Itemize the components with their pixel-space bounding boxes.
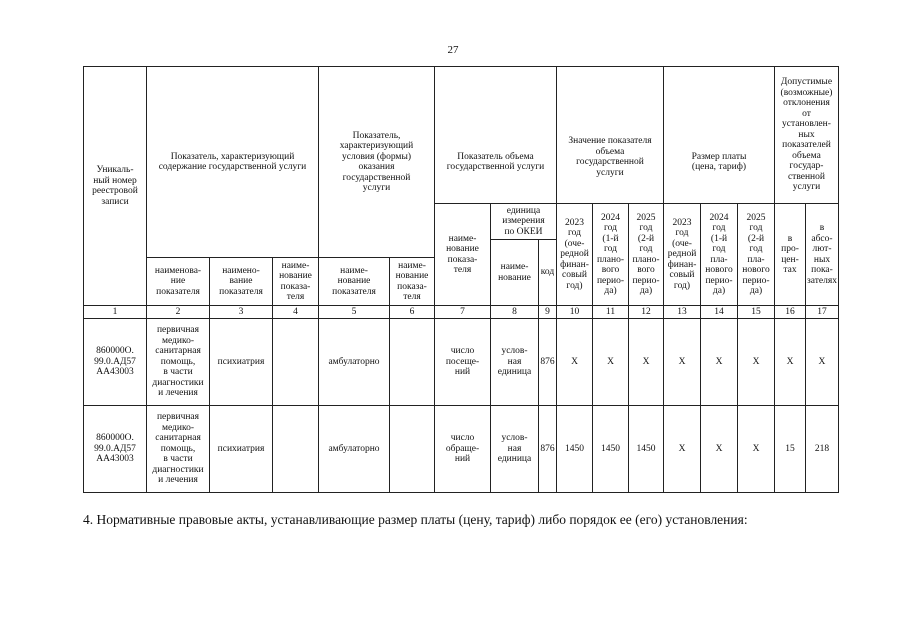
cell-fee-2023: Х <box>664 319 701 406</box>
cell-unit-code: 876 <box>539 406 557 493</box>
cell-fee-2023: Х <box>664 406 701 493</box>
cell-value-2023: 1450 <box>557 406 593 493</box>
cell-condition-2 <box>390 319 435 406</box>
column-number: 6 <box>390 306 435 319</box>
cell-deviation-absolute: Х <box>806 319 839 406</box>
header-content-name-2: наимено- вание показателя <box>210 258 273 306</box>
cell-fee-2025: Х <box>738 406 775 493</box>
header-content-name-1: наименова- ние показателя <box>147 258 210 306</box>
cell-deviation-absolute: 218 <box>806 406 839 493</box>
column-number: 12 <box>629 306 664 319</box>
column-number: 4 <box>273 306 319 319</box>
cell-value-2024: Х <box>593 319 629 406</box>
header-value-2024: 2024 год (1-й год плано- вого перио- да) <box>593 204 629 306</box>
cell-condition-1: амбулаторно <box>319 406 390 493</box>
column-number: 1 <box>84 306 147 319</box>
column-number: 14 <box>701 306 738 319</box>
header-okei-name: наиме- нование <box>491 240 539 306</box>
cell-content-2: психиатрия <box>210 406 273 493</box>
header-volume-indicator: Показатель объема государственной услуги <box>435 67 557 204</box>
table-row <box>84 406 839 493</box>
cell-registry-number: 860000О. 99.0.АД57 АА43003 <box>84 319 147 406</box>
header-okei-code: код <box>539 240 557 306</box>
cell-content-2: психиатрия <box>210 319 273 406</box>
column-number: 5 <box>319 306 390 319</box>
header-deviation-absolute: в абсо- лют- ных пока- зателях <box>806 204 839 306</box>
header-fee-amount: Размер платы (цена, тариф) <box>664 67 775 204</box>
cell-deviation-percent: 15 <box>775 406 806 493</box>
column-number: 13 <box>664 306 701 319</box>
header-volume-indicator-name: наиме- нование показа- теля <box>435 204 491 306</box>
cell-content-1: первичная медико- санитарная помощь, в части диагностики и лечения <box>147 319 210 406</box>
header-volume-value: Значение показателя объема государственной услуги <box>557 67 664 204</box>
header-fee-2024: 2024 год (1-й год пла- нового перио- да) <box>701 204 738 306</box>
column-number: 2 <box>147 306 210 319</box>
cell-condition-1: амбулаторно <box>319 319 390 406</box>
cell-value-2025: Х <box>629 319 664 406</box>
column-number: 8 <box>491 306 539 319</box>
column-number: 3 <box>210 306 273 319</box>
cell-content-3 <box>273 406 319 493</box>
header-value-2025: 2025 год (2-й год плано- вого перио- да) <box>629 204 664 306</box>
service-volume-table <box>83 66 839 493</box>
header-okei-unit: единица измерения по ОКЕИ <box>491 204 557 240</box>
cell-value-2024: 1450 <box>593 406 629 493</box>
cell-indicator-name: число посеще- ний <box>435 319 491 406</box>
header-value-2023: 2023 год (оче- редной финан- совый год) <box>557 204 593 306</box>
header-allowed-deviations: Допустимые (возможные) отклонения от установлен- ных показателей объема государ- ственной услуги <box>775 67 839 204</box>
header-content-indicator: Показатель, характеризующий содержание государственной услуги <box>147 67 319 258</box>
column-number: 11 <box>593 306 629 319</box>
cell-fee-2025: Х <box>738 319 775 406</box>
header-content-name-3: наиме- нование показа- теля <box>273 258 319 306</box>
page-number: 27 <box>447 44 459 56</box>
cell-fee-2024: Х <box>701 319 738 406</box>
header-condition-name-1: наиме- нование показателя <box>319 258 390 306</box>
column-number: 16 <box>775 306 806 319</box>
column-number: 9 <box>539 306 557 319</box>
table-row <box>84 319 839 406</box>
cell-content-3 <box>273 319 319 406</box>
cell-value-2025: 1450 <box>629 406 664 493</box>
header-deviation-percent: в про- цен- тах <box>775 204 806 306</box>
header-condition-name-2: наиме- нование показа- теля <box>390 258 435 306</box>
cell-condition-2 <box>390 406 435 493</box>
header-unique-number: Уникаль- ный номер реестровой записи <box>84 67 147 306</box>
cell-fee-2024: Х <box>701 406 738 493</box>
column-number: 10 <box>557 306 593 319</box>
section-heading-normative-acts: 4. Нормативные правовые акты, устанавливающие размер платы (цену, тариф) либо порядок ее (его) установления: <box>83 512 748 527</box>
column-number: 7 <box>435 306 491 319</box>
cell-deviation-percent: Х <box>775 319 806 406</box>
cell-unit-name: услов- ная единица <box>491 406 539 493</box>
cell-unit-name: услов- ная единица <box>491 319 539 406</box>
cell-content-1: первичная медико- санитарная помощь, в части диагностики и лечения <box>147 406 210 493</box>
cell-value-2023: Х <box>557 319 593 406</box>
header-conditions-indicator: Показатель, характеризующий условия (формы) оказания государственной услуги <box>319 67 435 258</box>
column-number: 15 <box>738 306 775 319</box>
cell-registry-number: 860000О. 99.0.АД57 АА43003 <box>84 406 147 493</box>
cell-indicator-name: число обраще- ний <box>435 406 491 493</box>
cell-unit-code: 876 <box>539 319 557 406</box>
column-number: 17 <box>806 306 839 319</box>
header-fee-2023: 2023 год (оче- редной финан- совый год) <box>664 204 701 306</box>
header-fee-2025: 2025 год (2-й год пла- нового перио- да) <box>738 204 775 306</box>
